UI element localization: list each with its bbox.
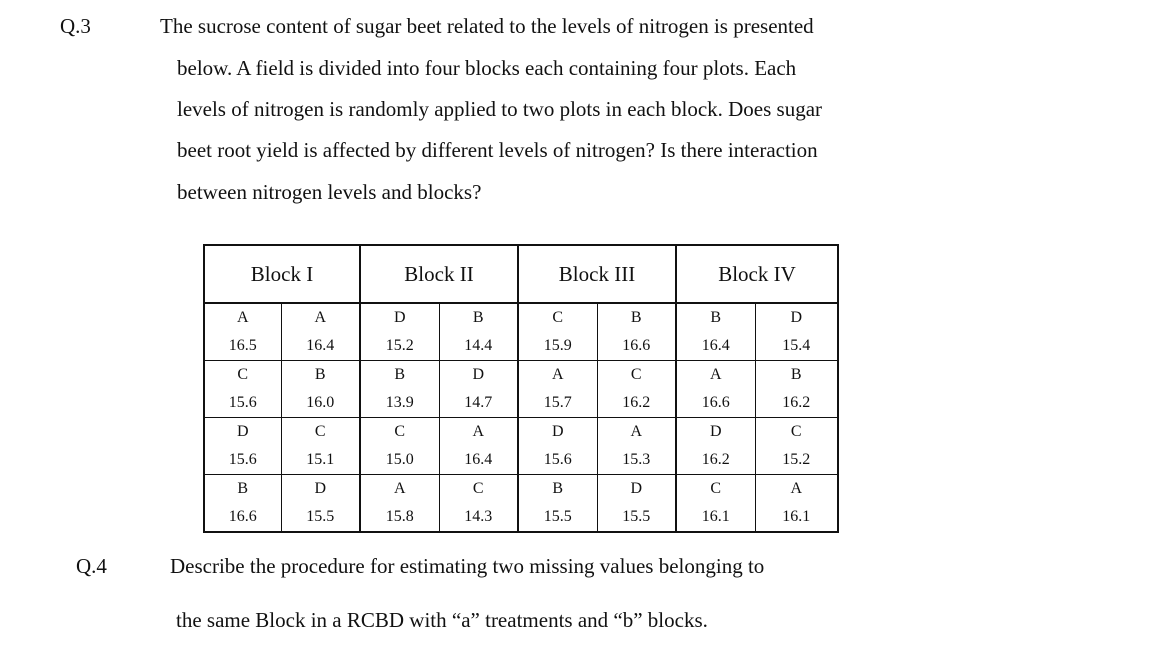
treatment-label: D <box>518 418 597 447</box>
table-row <box>204 418 838 447</box>
treatment-label: A <box>281 303 360 332</box>
sucrose-value: 15.7 <box>518 389 597 418</box>
treatment-label: B <box>360 361 439 390</box>
sucrose-value: 14.3 <box>439 503 518 532</box>
treatment-label: D <box>597 475 676 504</box>
sucrose-value: 14.7 <box>439 389 518 418</box>
treatment-label: A <box>204 303 281 332</box>
table-row <box>204 446 838 475</box>
treatment-label: C <box>439 475 518 504</box>
sucrose-value: 16.1 <box>676 503 755 532</box>
question-4-line: the same Block in a RCBD with “a” treatments and “b” blocks. <box>176 608 708 632</box>
treatment-label: C <box>676 475 755 504</box>
treatment-label: B <box>518 475 597 504</box>
table-row <box>204 361 838 390</box>
question-3-number: Q.3 <box>60 14 91 38</box>
sucrose-value: 16.0 <box>281 389 360 418</box>
sucrose-value: 16.5 <box>204 332 281 361</box>
treatment-label: B <box>439 303 518 332</box>
treatment-label: D <box>204 418 281 447</box>
treatment-label: A <box>439 418 518 447</box>
treatment-label: C <box>360 418 439 447</box>
treatment-label: C <box>518 303 597 332</box>
sucrose-value: 15.3 <box>597 446 676 475</box>
treatment-label: D <box>360 303 439 332</box>
sucrose-value: 16.6 <box>204 503 281 532</box>
treatment-label: B <box>676 303 755 332</box>
treatment-label: A <box>360 475 439 504</box>
table-row <box>204 332 838 361</box>
treatment-label: A <box>676 361 755 390</box>
sucrose-value: 16.2 <box>676 446 755 475</box>
sucrose-value: 16.2 <box>755 389 838 418</box>
sucrose-value: 15.8 <box>360 503 439 532</box>
block-header: Block III <box>518 245 676 303</box>
treatment-label: D <box>676 418 755 447</box>
question-3-line: The sucrose content of sugar beet related to the levels of nitrogen is presented <box>160 14 814 38</box>
sucrose-value: 15.5 <box>281 503 360 532</box>
sucrose-value: 16.4 <box>439 446 518 475</box>
sucrose-data-table <box>203 244 839 533</box>
question-4-number: Q.4 <box>76 554 107 578</box>
sucrose-value: 16.6 <box>597 332 676 361</box>
sucrose-value: 16.4 <box>281 332 360 361</box>
sucrose-value: 14.4 <box>439 332 518 361</box>
sucrose-value: 16.1 <box>755 503 838 532</box>
sucrose-value: 16.6 <box>676 389 755 418</box>
sucrose-value: 13.9 <box>360 389 439 418</box>
sucrose-value: 15.9 <box>518 332 597 361</box>
block-header: Block II <box>360 245 518 303</box>
question-3-line: beet root yield is affected by different levels of nitrogen? Is there interaction <box>177 138 818 162</box>
question-4-line: Describe the procedure for estimating two missing values belonging to <box>170 554 765 578</box>
sucrose-value: 15.5 <box>518 503 597 532</box>
treatment-label: B <box>204 475 281 504</box>
sucrose-value: 15.6 <box>204 446 281 475</box>
treatment-label: A <box>518 361 597 390</box>
question-3-line: levels of nitrogen is randomly applied to two plots in each block. Does sugar <box>177 97 823 121</box>
sucrose-value: 15.4 <box>755 332 838 361</box>
treatment-label: C <box>204 361 281 390</box>
sucrose-value: 15.5 <box>597 503 676 532</box>
block-header: Block I <box>204 245 360 303</box>
treatment-label: C <box>597 361 676 390</box>
treatment-label: B <box>597 303 676 332</box>
table-header-row <box>204 245 838 303</box>
treatment-label: D <box>439 361 518 390</box>
sucrose-value: 15.6 <box>518 446 597 475</box>
question-3-line: between nitrogen levels and blocks? <box>177 180 482 204</box>
table-row <box>204 389 838 418</box>
sucrose-value: 15.2 <box>360 332 439 361</box>
treatment-label: A <box>755 475 838 504</box>
table-row <box>204 303 838 332</box>
sucrose-value: 16.4 <box>676 332 755 361</box>
treatment-label: D <box>281 475 360 504</box>
sucrose-value: 15.1 <box>281 446 360 475</box>
treatment-label: C <box>281 418 360 447</box>
treatment-label: D <box>755 303 838 332</box>
treatment-label: B <box>281 361 360 390</box>
treatment-label: B <box>755 361 838 390</box>
table-row <box>204 475 838 504</box>
treatment-label: A <box>597 418 676 447</box>
sucrose-value: 15.2 <box>755 446 838 475</box>
sucrose-value: 15.0 <box>360 446 439 475</box>
question-3-line: below. A field is divided into four blocks each containing four plots. Each <box>177 56 797 80</box>
block-header: Block IV <box>676 245 838 303</box>
sucrose-value: 15.6 <box>204 389 281 418</box>
sucrose-value: 16.2 <box>597 389 676 418</box>
table-row <box>204 503 838 532</box>
treatment-label: C <box>755 418 838 447</box>
